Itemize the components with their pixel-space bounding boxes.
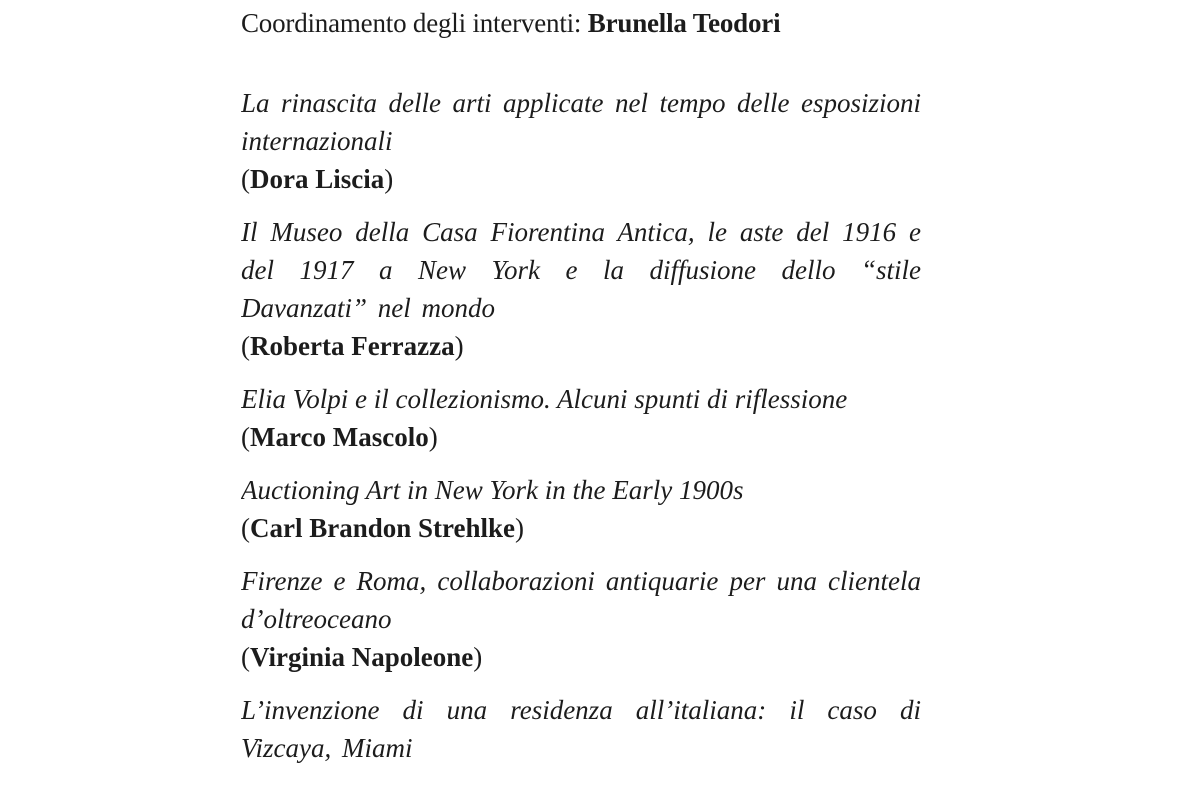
talk-item (241, 380, 921, 456)
talk-item (241, 84, 921, 198)
talk-title: Il Museo della Casa Fiorentina Antica, le aste del 1916 e del 1917 a New York e la diffusione dello “stile Davanzati” nel mondo (241, 217, 921, 323)
talk-list (241, 84, 921, 782)
talk-author-name: Virginia Napoleone (250, 642, 474, 672)
talk-item (241, 691, 921, 767)
talk-title: Auctioning Art in New York in the Early 1900s (241, 475, 744, 505)
talk-title: Elia Volpi e il collezionismo. Alcuni spunti di riflessione (241, 384, 848, 414)
talk-author: (Carl Brandon Strehlke) (241, 513, 525, 543)
talk-item (241, 562, 921, 676)
talk-author-name: Dora Liscia (250, 164, 385, 194)
talk-author: (Roberta Ferrazza) (241, 331, 464, 361)
talk-title: L’invenzione di una residenza all’italiana: il caso di Vizcaya, Miami (241, 695, 921, 763)
talk-title: La rinascita delle arti applicate nel tempo delle esposizioni internazionali (241, 88, 921, 156)
talk-item (241, 213, 921, 365)
talk-title: Firenze e Roma, collaborazioni antiquarie per una clientela d’oltreoceano (241, 566, 921, 634)
coordinator-name: Brunella Teodori (587, 8, 781, 38)
talk-author: (Dora Liscia) (241, 164, 394, 194)
talk-author: (Virginia Napoleone) (241, 642, 483, 672)
coordination-line (241, 5, 780, 41)
talk-item (241, 471, 921, 547)
talk-author-name: Carl Brandon Strehlke (250, 513, 516, 543)
talk-author: (Marco Mascolo) (241, 422, 438, 452)
talk-author-name: Marco Mascolo (250, 422, 429, 452)
talk-author-name: Roberta Ferrazza (250, 331, 455, 361)
document-page (241, 0, 921, 800)
coordination-label: Coordinamento degli interventi: (241, 8, 582, 38)
